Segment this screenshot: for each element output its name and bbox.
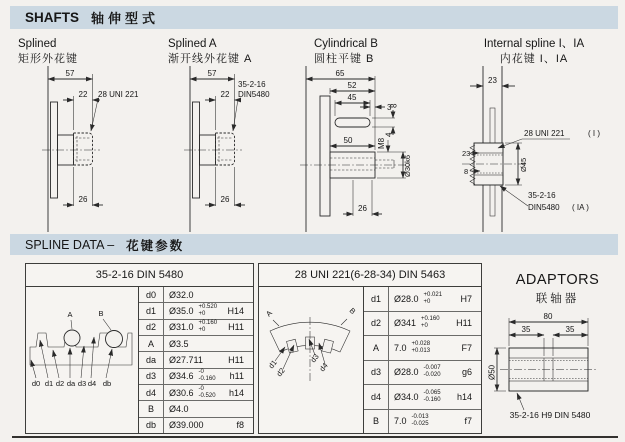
diagram-cylindrical-shaft	[298, 66, 460, 232]
dim-35-left: 35	[521, 325, 531, 334]
label-d3: d3	[308, 352, 321, 365]
diagram-internal-spline	[462, 66, 624, 232]
table-row: d4 Ø30.6 -0 -0.520 h14	[139, 385, 253, 401]
diagram-splined-a-shaft	[182, 66, 294, 232]
dim-80: 80	[543, 312, 553, 321]
splined-shaft-dimensions	[48, 69, 139, 206]
table-row: d1 Ø35.0 +0.520 +0 H14	[139, 303, 253, 319]
dim-22: 22	[220, 90, 230, 99]
label-d2: d2	[274, 366, 287, 379]
table-row: da Ø27.711 H11	[139, 352, 253, 368]
adaptors-title-zh: 联轴器	[535, 293, 580, 305]
table-row: d4 Ø34.0 -0.065 -0.160 h14	[364, 385, 481, 410]
cylindrical-dimensions	[306, 69, 412, 216]
label-35-2-16: 35-2-16	[238, 80, 266, 89]
label-35-2-16-ia: 35-2-16	[528, 191, 556, 200]
type-label-cylindrical	[314, 36, 378, 67]
label-b: B	[347, 306, 358, 316]
measuring-pin-b	[106, 331, 123, 348]
table-row: d2 Ø341 +0.160 +0 H11	[364, 312, 481, 337]
type-splined-a-zh: 渐开线外花键 A	[168, 53, 253, 66]
dim-45: 45	[347, 93, 357, 102]
label-da: da	[66, 379, 76, 388]
type-cylindrical-zh: 圆柱平键 B	[314, 53, 375, 66]
table-row: d1 Ø28.0 +0.021 +0 H7	[364, 287, 481, 312]
table-row: B 7.0 -0.013 -0.025 f7	[364, 410, 481, 434]
table-din5480-header: 35-2-16 DIN 5480	[26, 264, 253, 287]
shafts-title-zh: 轴伸型式	[91, 11, 160, 26]
type-label-internal-spline	[448, 36, 620, 67]
adaptor-outline	[500, 348, 598, 391]
label-d0: d0	[31, 379, 41, 388]
dim-m8: M8	[377, 137, 386, 149]
profile-leader-arrows	[275, 339, 325, 369]
label-28-uni-221-i: 28 UNI 221	[524, 129, 565, 138]
dim-45-dia: Ø45	[519, 157, 528, 172]
adaptor-spline-label: 35-2-16 H9 DIN 5480	[509, 410, 591, 420]
type-splined-zh: 矩形外花键	[18, 53, 78, 66]
din5480-rows	[139, 287, 253, 433]
adaptors-title-block	[490, 272, 625, 306]
label-d2: d2	[55, 379, 65, 388]
dim-8-left: 8	[464, 167, 469, 176]
measuring-pin-a	[64, 330, 80, 346]
dim-23-top: 23	[488, 76, 497, 85]
label-b: B	[98, 309, 104, 318]
diagram-splined-shaft	[40, 66, 152, 232]
type-label-splined-a	[168, 36, 252, 67]
table-row: db Ø39.000 f8	[139, 418, 253, 433]
type-internal-en: Internal spline I、IA	[483, 38, 585, 50]
type-label-splined	[18, 36, 78, 67]
label-din5480: DIN5480	[238, 90, 270, 99]
din5463-rows	[364, 287, 481, 433]
type-splined-a-en: Splined A	[168, 38, 217, 50]
label-28-uni-221: 28 UNI 221	[98, 90, 139, 99]
label-i-suffix: ( I )	[588, 129, 600, 138]
bottom-rule	[12, 436, 618, 438]
dim-50: 50	[343, 136, 353, 145]
spline-data-title-en: SPLINE DATA –	[25, 237, 115, 252]
table-row: A Ø3.5	[139, 336, 253, 352]
dim-8: 8	[389, 103, 399, 108]
label-db: db	[102, 379, 112, 388]
din5463-profile-drawing	[259, 287, 364, 433]
dim-57: 57	[65, 69, 75, 78]
type-internal-zh: 内花键 I、IA	[499, 53, 569, 66]
spline-data-title-zh: 花键参数	[126, 238, 185, 253]
table-row: d2 Ø31.0 +0.160 +0 H11	[139, 320, 253, 336]
dim-26: 26	[358, 204, 367, 213]
dim-26: 26	[220, 195, 230, 204]
table-din5463-header: 28 UNI 221(6-28-34) DIN 5463	[259, 264, 481, 287]
label-d1: d1	[44, 379, 54, 388]
splined-a-outline	[184, 66, 242, 232]
label-d1: d1	[266, 358, 279, 371]
label-d4: d4	[87, 379, 97, 388]
dim-30k6: Ø30k6	[403, 154, 412, 177]
table-din5463	[258, 263, 482, 434]
dim-35-right: 35	[565, 325, 575, 334]
dim-3: 3	[387, 103, 392, 112]
table-row: d0 Ø32.0	[139, 287, 253, 303]
din5480-profile-svg	[26, 287, 137, 433]
dim-57: 57	[207, 69, 217, 78]
type-splined-en: Splined	[18, 38, 57, 50]
dim-23-left: 23	[462, 149, 471, 158]
dim-22: 22	[78, 90, 88, 99]
dim-65: 65	[335, 69, 345, 78]
label-d4: d4	[317, 361, 330, 374]
dim-26: 26	[78, 195, 88, 204]
tooth-gap	[322, 339, 334, 353]
shafts-title-en: SHAFTS	[25, 10, 79, 25]
label-ia-suffix: ( IA )	[572, 203, 589, 212]
label-a: A	[264, 308, 274, 319]
dim-4: 4	[384, 132, 394, 137]
adaptors-title-en: ADAPTORS	[515, 272, 600, 288]
label-a: A	[67, 310, 73, 319]
splined-a-dimensions	[190, 69, 270, 206]
table-row: d3 Ø34.6 -0 -0.160 h11	[139, 369, 253, 385]
dim-50-dia: Ø50	[488, 364, 497, 380]
label-din5480-ia: DIN5480	[528, 203, 560, 212]
diagram-adaptor-coupling	[488, 308, 625, 426]
tooth-gap	[287, 339, 299, 353]
table-row: d3 Ø28.0 -0.007 -0.020 g6	[364, 361, 481, 386]
spline-data-header-bar	[10, 234, 618, 255]
table-row: B Ø4.0	[139, 401, 253, 417]
internal-spline-outline	[462, 66, 526, 232]
din5463-profile-svg	[259, 287, 363, 433]
shafts-header-bar	[10, 6, 618, 29]
label-d3: d3	[77, 379, 87, 388]
type-cylindrical-en: Cylindrical B	[314, 38, 378, 50]
table-row: A 7.0 +0.028 +0.013 F7	[364, 336, 481, 361]
splined-shaft-outline	[42, 66, 100, 232]
table-din5480	[25, 263, 254, 434]
din5480-profile-drawing	[26, 287, 139, 433]
dim-52: 52	[347, 81, 357, 90]
